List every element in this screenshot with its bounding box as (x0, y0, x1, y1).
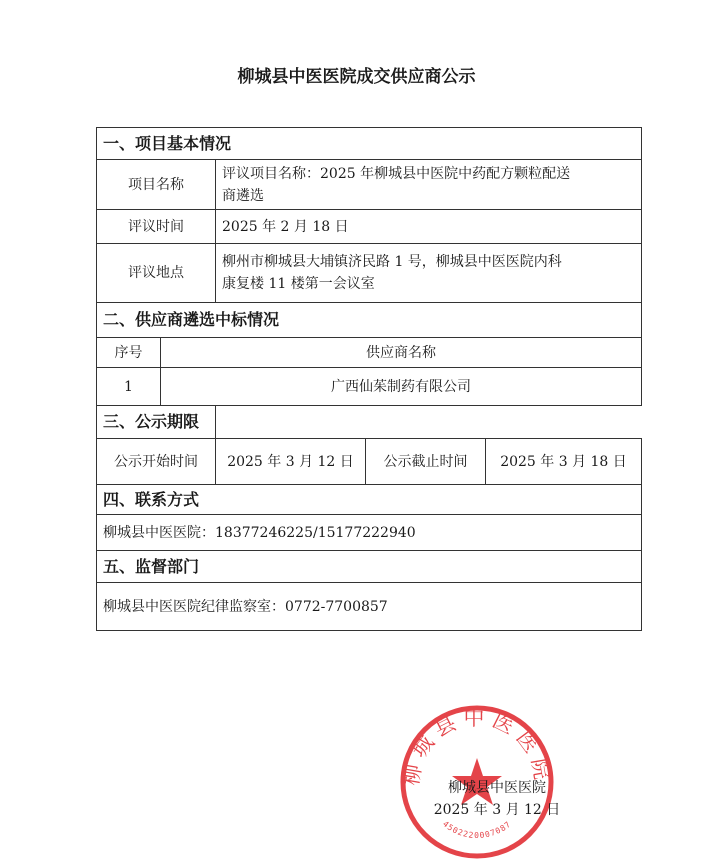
end-time-label: 公示截止时间 (366, 439, 486, 485)
review-place-row (97, 244, 642, 303)
section-5-header-row (97, 551, 642, 583)
end-time-value: 2025 年 3 月 18 日 (486, 439, 642, 485)
section-1-header-row (97, 128, 642, 160)
contact-info: 柳城县中医医院：18377246225/15177222940 (97, 515, 642, 551)
review-time-label: 评议时间 (97, 210, 216, 244)
project-name-value (216, 160, 642, 210)
section-3-heading: 三、公示期限 (97, 406, 216, 439)
review-place-value-line1: 柳州市柳城县大埔镇济民路 1 号，柳城县中医医院内科 (222, 254, 562, 270)
review-place-value-line2: 康复楼 11 楼第一会议室 (222, 276, 375, 292)
review-time-row (97, 210, 642, 244)
seal-code-path: 4502220007087 (441, 819, 513, 840)
project-name-row (97, 160, 642, 210)
supervisor-info: 柳城县中医医院纪律监察室：0772-7700857 (97, 583, 642, 631)
section-3-header-row (97, 406, 642, 439)
review-place-value (216, 244, 642, 303)
section-3-blank (216, 406, 642, 439)
table-row (97, 368, 642, 406)
col-no-header: 序号 (97, 338, 161, 368)
contact-row (97, 515, 642, 551)
period-row (97, 439, 642, 485)
supplier-header-row (97, 338, 642, 368)
section-4-heading: 四、联系方式 (97, 485, 642, 515)
start-time-label: 公示开始时间 (97, 439, 216, 485)
supplier-name: 广西仙茱制药有限公司 (161, 368, 642, 406)
section-2-header-row (97, 303, 642, 338)
review-time-value: 2025 年 2 月 18 日 (216, 210, 642, 244)
section-4-header-row (97, 485, 642, 515)
project-name-label: 项目名称 (97, 160, 216, 210)
start-time-value: 2025 年 3 月 12 日 (216, 439, 366, 485)
document-title: 柳城县中医医院成交供应商公示 (237, 67, 476, 87)
section-2-heading: 二、供应商遴选中标情况 (97, 303, 642, 338)
seal-text-path: 柳城县中医医院 (398, 705, 556, 788)
supervisor-row (97, 583, 642, 631)
seal-code (441, 819, 513, 840)
col-name-header: 供应商名称 (161, 338, 642, 368)
section-1-heading: 一、项目基本情况 (97, 128, 642, 160)
review-place-label: 评议地点 (97, 244, 216, 303)
project-name-value-line2: 商遴选 (222, 187, 264, 204)
signature-date: 2025 年 3 月 12 日 (433, 802, 561, 818)
section-5-heading: 五、监督部门 (97, 551, 642, 583)
signature-org: 柳城县中医医院 (448, 780, 546, 796)
project-name-value-line1: 评议项目名称：2025 年柳城县中医院中药配方颗粒配送 (222, 165, 571, 182)
supplier-no: 1 (97, 368, 161, 406)
announcement-table (96, 127, 642, 631)
